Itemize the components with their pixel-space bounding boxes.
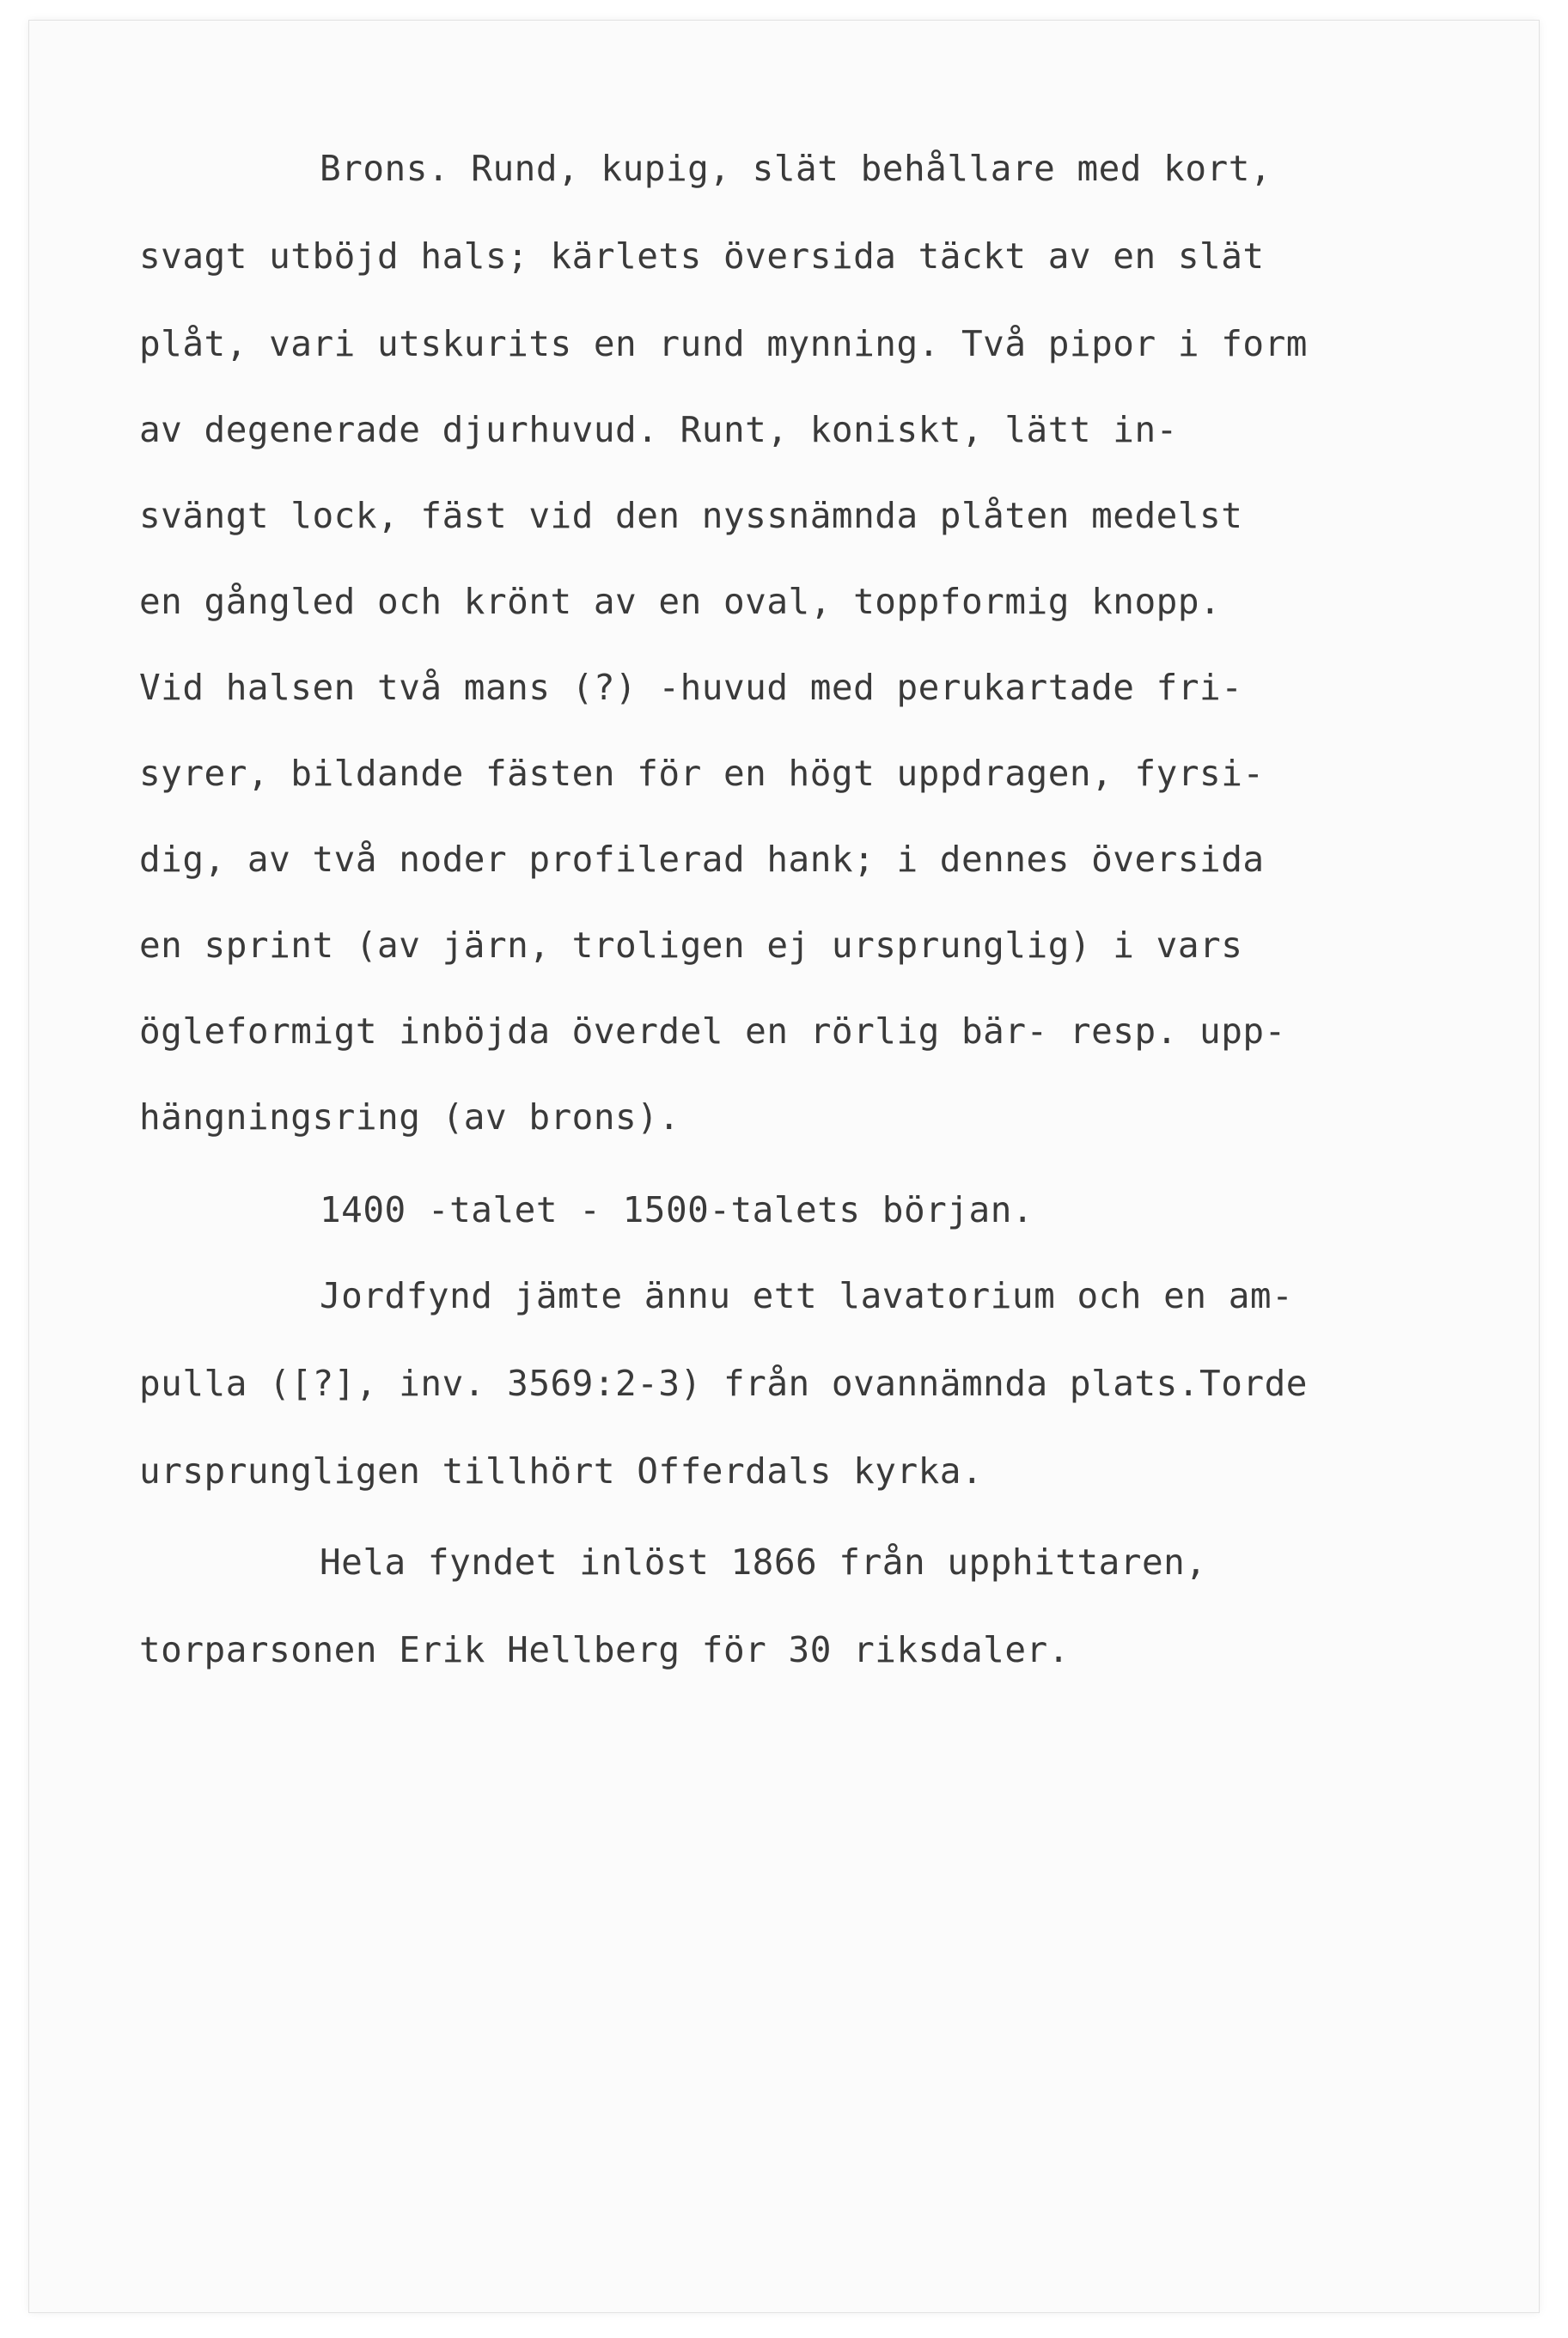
text-line: ursprungligen tillhört Offerdals kyrka. bbox=[139, 1450, 984, 1492]
text-line: en sprint (av järn, troligen ej ursprunglig) i vars bbox=[139, 925, 1243, 966]
text-line: Vid halsen två mans (?) -huvud med perukartade fri- bbox=[139, 667, 1243, 708]
dating-line: 1400 -talet - 1500-talets början. bbox=[320, 1189, 1034, 1230]
text-line: dig, av två noder profilerad hank; i dennes översida bbox=[139, 839, 1265, 880]
text-line: pulla ([?], inv. 3569:2-3) från ovannämnda plats.Torde bbox=[139, 1363, 1308, 1404]
text-line: svagt utböjd hals; kärlets översida täckt av en slät bbox=[139, 235, 1265, 277]
text-line: en gångled och krönt av en oval, toppformig knopp. bbox=[139, 581, 1222, 622]
text-line: svängt lock, fäst vid den nyssnämnda plåten medelst bbox=[139, 495, 1243, 536]
typewritten-sheet bbox=[29, 21, 1539, 2312]
text-line: torparsonen Erik Hellberg för 30 riksdaler. bbox=[139, 1629, 1070, 1670]
text-line: ögleformigt inböjda överdel en rörlig bär- resp. upp- bbox=[139, 1010, 1286, 1052]
text-line: Jordfynd jämte ännu ett lavatorium och en am- bbox=[320, 1275, 1294, 1316]
text-line: Hela fyndet inlöst 1866 från upphittaren, bbox=[320, 1541, 1207, 1583]
text-line: syrer, bildande fästen för en högt uppdragen, fyrsi- bbox=[139, 753, 1265, 794]
text-line: Brons. Rund, kupig, slät behållare med kort, bbox=[320, 148, 1272, 189]
text-line: av degenerade djurhuvud. Runt, koniskt, lätt in- bbox=[139, 409, 1178, 450]
text-line: hängningsring (av brons). bbox=[139, 1096, 680, 1138]
text-line: plåt, vari utskurits en rund mynning. Två pipor i form bbox=[139, 323, 1308, 364]
